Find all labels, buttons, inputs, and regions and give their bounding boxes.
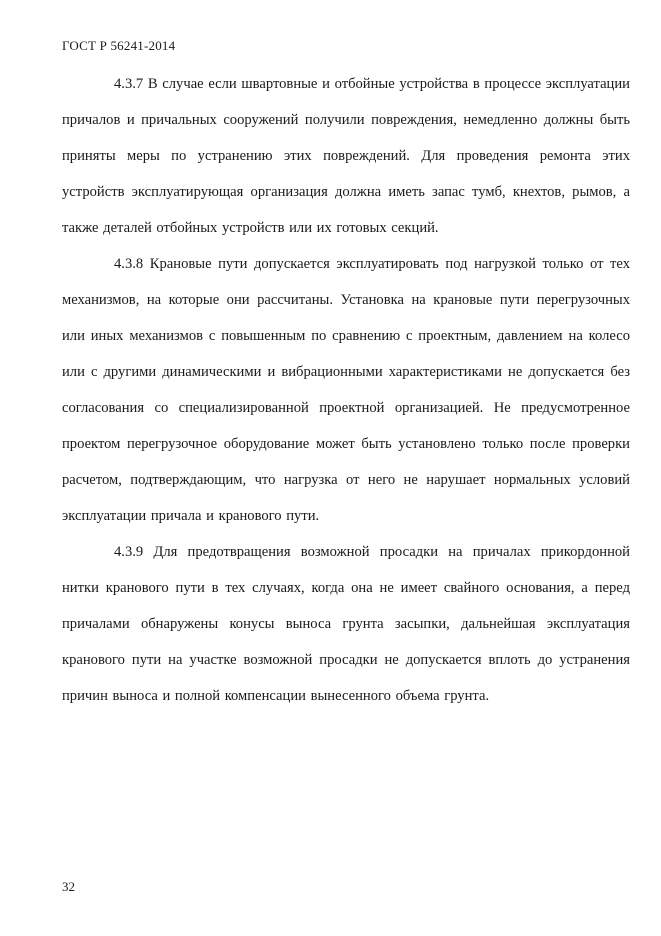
paragraph-4-3-9: 4.3.9 Для предотвращения возможной просадки на причалах прикордонной нитки кранового пути в тех случаях, когда она не имеет свайного основания, а перед причалами обнаружены конусы выноса грунта засыпки, дальнейшая эксплуатация кранового пути на участке возможной просадки не допускается вплоть до устранения причин выноса и полной компенсации вынесенного объема грунта. bbox=[62, 544, 630, 704]
paragraph-4-3-8: 4.3.8 Крановые пути допускается эксплуатировать под нагрузкой только от тех механизмов, на которые они рассчитаны. Установка на крановые пути перегрузочных или иных механизмов с повышенным по сравнению с проектным, давлением на колесо или с другими динамическими и вибрационными характеристиками не допускается без согласования со специализированной проектной организацией. Не предусмотренное проектом перегрузочное оборудование может быть установлено только после проверки расчетом, подтверждающим, что нагрузка от него не нарушает нормальных условий эксплуатации причала и кранового пути. bbox=[62, 256, 630, 524]
paragraph-4-3-7: 4.3.7 В случае если швартовные и отбойные устройства в процессе эксплуатации причалов и причальных сооружений получили повреждения, немедленно должны быть приняты меры по устранению этих повреждений. Для проведения ремонта этих устройств эксплуатирующая организация должна иметь запас тумб, кнехтов, рымов, а также деталей отбойных устройств или их готовых секций. bbox=[62, 76, 630, 236]
document-body bbox=[62, 66, 630, 714]
document-header: ГОСТ Р 56241-2014 bbox=[62, 38, 176, 53]
page-number: 32 bbox=[62, 879, 75, 894]
